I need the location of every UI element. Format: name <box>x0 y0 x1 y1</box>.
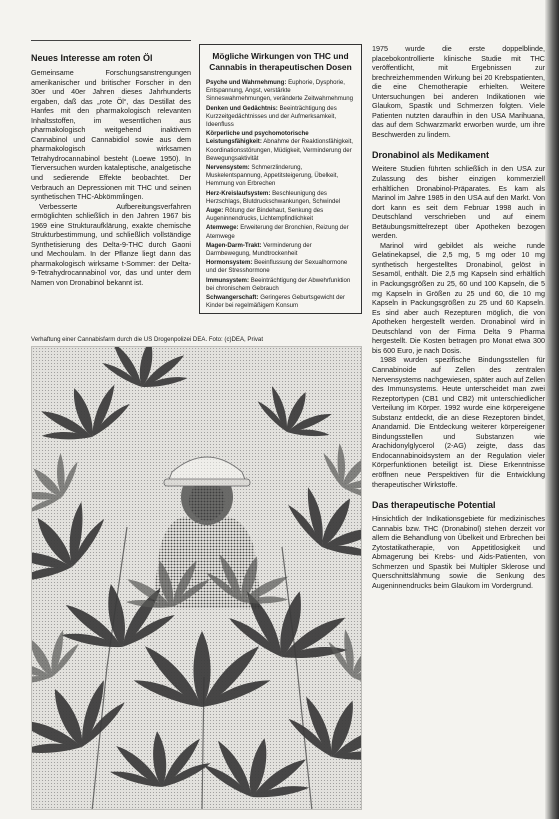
page-edge-shadow <box>545 0 559 819</box>
section-heading-dronabinol: Dronabinol als Medikament <box>372 150 490 161</box>
left-paragraph-2: Verbesserte Aufbereitungsverfahren ermöglichten schließlich in den Jahren 1967 bis 1969 eine Strukturaufklärung, exakte chemische Strukturbestimmung, und schließlich vollständige Synthetisierung des Delta-9-THC durch Gaoni und Mechoulam. In der Pflanze liegt dann das pharmakologisch wirksame t-Sommer: der Delta-9-Tetrahydrocannabinol vor, das und unter dem Namen von Dronabinol bekannt ist. <box>31 201 191 288</box>
section-heading-potential: Das therapeutische Potential <box>372 500 496 511</box>
effects-item: Hormonsystem: Beeinflussung der Sexualhormone und der Stresshormone <box>206 259 348 275</box>
section-dronabinol <box>372 149 545 489</box>
left-column-heading: Neues Interesse am roten Öl <box>31 53 153 63</box>
right-paragraph: Hinsichtlich der Indikationsgebiete für medizinisches Cannabis bzw. THC (Dronabinol) stehen derzeit vor allem die Behandlung von Übelkeit und Erbrechen bei Zytostatikatherapie, von Appetitlosigkeit und Abmagerung bei Krebs- und Aids-Patienten, von Schmerzen und Spastik bei Multipler Sklerose und Querschnittslähmung sowie die Senkung des Augeninnendrucks beim Glaukom im Vordergrund. <box>372 514 545 590</box>
right-paragraph: 1988 wurden spezifische Bindungsstellen für Cannabinoide auf Zellen des zentralen Nervensystems nachgewiesen, später auch auf Zellen des Immunsystems. Heute unterscheidet man zwei Rezeptortypen (CB1 und CB2) mit unterschiedlicher Verteilung im Körper. 1992 wurde eine körpereigene Substanz entdeckt, die an diese Rezeptoren bindet, Anandamid. Die Entdeckung weiterer körpereigener Bindungsstellen und Substanzen wie Arachidonylglycerol (2-AG) zeigte, dass das Endocannabinoidsystem an der Regulation vieler Körperfunktionen beteiligt ist. Diese Erkenntnisse eröffnen neue Perspektiven für die Entwicklung therapeutischer Wirkstoffe. <box>372 355 545 489</box>
effects-box-title: Mögliche Wirkungen von THC und Cannabis in therapeutischen Dosen <box>209 51 352 72</box>
effects-item: Herz-Kreislaufsystem: Beschleunigung des Herzschlags, Blutdruckschwankungen, Schwindel <box>206 189 341 205</box>
effects-item: Auge: Rötung der Bindehaut, Senkung des Augeninnendrucks, Lichtempfindlichkeit <box>206 207 324 223</box>
photo-illustration <box>32 347 362 810</box>
effects-item: Atemwege: Erweiterung der Bronchien, Reizung der Atemwege <box>206 224 349 240</box>
effects-item: Denken und Gedächtnis: Beeinträchtigung des Kurzzeitgedächtnisses und der Aufmerksamkeit, Ideenfluss <box>206 104 337 129</box>
section-therapeutic-potential <box>372 499 545 590</box>
right-paragraph: Weitere Studien führten schließlich in den USA zur Zulassung des bisher einzigen kommerziell erhältlichen Dronabinol-Präparates. Es kam als Marinol im Jahre 1985 in den USA auf den Markt. Von dort kann es seit dem Februar 1998 auch in Deutschland verschrieben und auf einem Betäubungsmittelrezept über Apotheken bezogen werden. <box>372 164 545 241</box>
effects-info-box <box>199 44 362 314</box>
cannabis-field-photo <box>31 346 362 810</box>
effects-box-list <box>206 79 355 310</box>
photo-caption: Verhaftung einer Cannabisfarm durch die US Drogenpolizei DEA. Foto: (c)DEA, Privat <box>31 336 264 343</box>
effects-item: Psyche und Wahrnehmung: Euphorie, Dysphorie, Entspannung, Angst, verstärkte Sinneswahrnehmungen, veränderte Zeitwahrnehmung <box>206 79 354 103</box>
effects-item: Körperliche und psychomotorische Leistungsfähigkeit: Abnahme der Reaktionsfähigkeit, Koordinationsstörungen, Müdigkeit, Verminderung der Bewegungsaktivität <box>206 130 354 162</box>
left-paragraph-1: Gemeinsame Forschungsanstrengungen amerikanischer und britischer Forscher in den 30er und 40er Jahren dieses Jahrhunderts ergaben, daß das „rote Öl“, das Destillat des Hanfes mit den pharmakologisch relevanten Inhaltsstoffen, im wesentlichen aus pharmakologisch weitgehend inaktivem Cannabinol und Cannabidiol sowie aus dem pharmakologisch wirksamen Tetrahydrocannabinol besteht (Loewe 1950). In Tierversuchen wurden kataleptische, analgetische und sedierende Effekte beobachtet. Der Verbrauch an Depressionen mit THC und seinen synthetischen THC-Abkömmlingen. <box>31 68 191 202</box>
right-column <box>372 44 545 590</box>
left-column <box>31 68 191 288</box>
right-intro-paragraph: 1975 wurde die erste doppelblinde, placebokontrollierte klinische Studie mit THC veröffentlicht, mit Ergebnissen zur brechreizhemmenden Wirkung bei 20 Krebspatienten, die eine Chemotherapie erhielten. Weitere Untersuchungen bei anderen Indikationen wie Glaukom, Spastik und Schmerzen folgten. Viele Patienten nutzten daraufhin in den USA Marihuana, das auf dem Schwarzmarkt erworben wurde, um ihre Beschwerden zu lindern. <box>372 44 545 139</box>
effects-item: Schwangerschaft: Geringeres Geburtsgewicht der Kinder bei regelmäßigem Konsum <box>206 294 345 310</box>
effects-item: Nervensystem: Schmerzlinderung, Muskelentspannung, Appetitsteigerung, Übelkeit, Hemmung von Erbrechen <box>206 164 339 188</box>
right-paragraph: Marinol wird gebildet als weiche runde Gelatinekapsel, die 2,5 mg, 5 mg oder 10 mg synthetisch hergestelltes Dronabinol, gelöst in Sesamöl, enthält. Die 2,5 mg Kapseln sind erhältlich in Packungsgrößen zu 25, 60 und 100 Kapseln, die 5 mg Kapseln in Größen zu 25 und 60, die 10 mg Kapseln in Packungsgrößen zu 25 und 60 Kapseln. Es sind aber auch Rezepturen möglich, die von Apotheken hergestellt werden. Dronabinol wird in Deutschland von der Firma Delta 9 Pharma hergestellt. Die Kosten betragen pro Monat etwa 300 bis 600 Euro, je nach Dosis. <box>372 240 545 355</box>
effects-item: Immunsystem: Beeinträchtigung der Abwehrfunktion bei chronischem Gebrauch <box>206 276 351 292</box>
effects-item: Magen-Darm-Trakt: Verminderung der Darmbewegung, Mundtrockenheit <box>206 241 312 258</box>
top-rule <box>31 40 191 41</box>
